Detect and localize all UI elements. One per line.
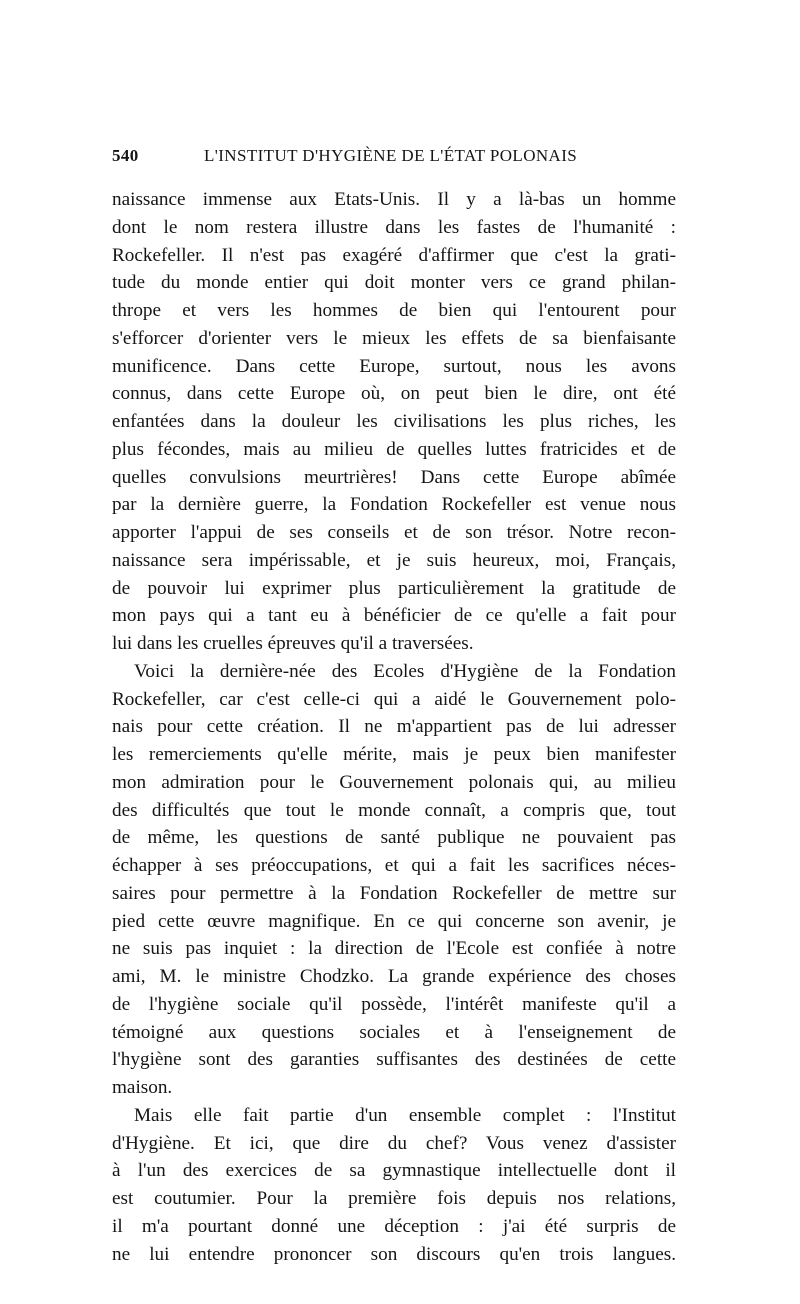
text-line: est coutumier. Pour la première fois depuis nos relations,: [112, 1188, 676, 1209]
page-number: 540: [112, 146, 139, 165]
page-header: [112, 146, 672, 172]
text-line: connus, dans cette Europe où, on peut bien le dire, ont été: [112, 383, 676, 405]
text-line: quelles convulsions meurtrières! Dans cette Europe abîmée: [112, 466, 676, 488]
text-line: mon admiration pour le Gouvernement polonais qui, au milieu: [112, 771, 676, 793]
text-line: Mais elle fait partie d'un ensemble complet : l'Institut: [134, 1104, 676, 1126]
text-line: témoigné aux questions sociales et à l'enseignement de: [112, 1021, 676, 1043]
text-line: dont le nom restera illustre dans les fastes de l'humanité :: [112, 216, 676, 238]
text-line: il m'a pourtant donné une déception : j'ai été surpris de: [112, 1215, 676, 1237]
text-line: munificence. Dans cette Europe, surtout, nous les avons: [112, 355, 676, 377]
text-line: d'Hygiène. Et ici, que dire du chef? Vous venez d'assister: [112, 1132, 676, 1154]
text-line: apporter l'appui de ses conseils et de son trésor. Notre recon-: [112, 522, 676, 543]
text-line: par la dernière guerre, la Fondation Rockefeller est venue nous: [112, 494, 676, 516]
body-text: [112, 186, 676, 1268]
text-line: l'hygiène sont des garanties suffisantes des destinées de cette: [112, 1049, 676, 1071]
text-line: Voici la dernière-née des Ecoles d'Hygiène de la Fondation: [134, 660, 676, 682]
text-line: les remerciements qu'elle mérite, mais je peux bien manifester: [112, 744, 676, 765]
text-line: thrope et vers les hommes de bien qui l'entourent pour: [112, 300, 676, 321]
text-line: enfantées dans la douleur les civilisations les plus riches, les: [112, 411, 676, 432]
text-line: échapper à ses préoccupations, et qui a fait les sacrifices néces-: [112, 855, 676, 876]
text-line: naissance immense aux Etats-Unis. Il y a là-bas un homme: [112, 189, 676, 210]
text-line: tude du monde entier qui doit monter vers ce grand philan-: [112, 272, 676, 294]
text-line: ne lui entendre prononcer son discours qu'en trois langues.: [112, 1243, 676, 1265]
text-line: pied cette œuvre magnifique. En ce qui concerne son avenir, je: [112, 910, 676, 932]
text-line: des difficultés que tout le monde connaît, a compris que, tout: [112, 799, 676, 821]
text-line: maison.: [112, 1077, 173, 1098]
text-line: de pouvoir lui exprimer plus particulièrement la gratitude de: [112, 577, 676, 599]
text-line: mon pays qui a tant eu à bénéficier de ce qu'elle a fait pour: [112, 605, 676, 627]
text-line: ami, M. le ministre Chodzko. La grande expérience des choses: [112, 966, 676, 987]
text-line: Rockefeller, car c'est celle-ci qui a aidé le Gouvernement polo-: [112, 688, 676, 710]
text-line: de même, les questions de santé publique ne pouvaient pas: [112, 827, 676, 849]
text-line: à l'un des exercices de sa gymnastique intellectuelle dont il: [112, 1160, 676, 1182]
text-line: Rockefeller. Il n'est pas exagéré d'affirmer que c'est la grati-: [112, 244, 676, 266]
text-line: plus fécondes, mais au milieu de quelles luttes fratricides et de: [112, 438, 676, 460]
text-line: lui dans les cruelles épreuves qu'il a traversées.: [112, 633, 474, 654]
text-line: s'efforcer d'orienter vers le mieux les effets de sa bienfaisante: [112, 327, 676, 349]
text-line: ne suis pas inquiet : la direction de l'Ecole est confiée à notre: [112, 938, 676, 960]
running-title: L'INSTITUT D'HYGIÈNE DE L'ÉTAT POLONAIS: [204, 146, 578, 165]
text-line: de l'hygiène sociale qu'il possède, l'intérêt manifeste qu'il a: [112, 993, 676, 1015]
text-line: naissance sera impérissable, et je suis heureux, moi, Français,: [112, 549, 676, 571]
text-line: nais pour cette création. Il ne m'appartient pas de lui adresser: [112, 716, 676, 738]
text-line: saires pour permettre à la Fondation Rockefeller de mettre sur: [112, 882, 676, 904]
